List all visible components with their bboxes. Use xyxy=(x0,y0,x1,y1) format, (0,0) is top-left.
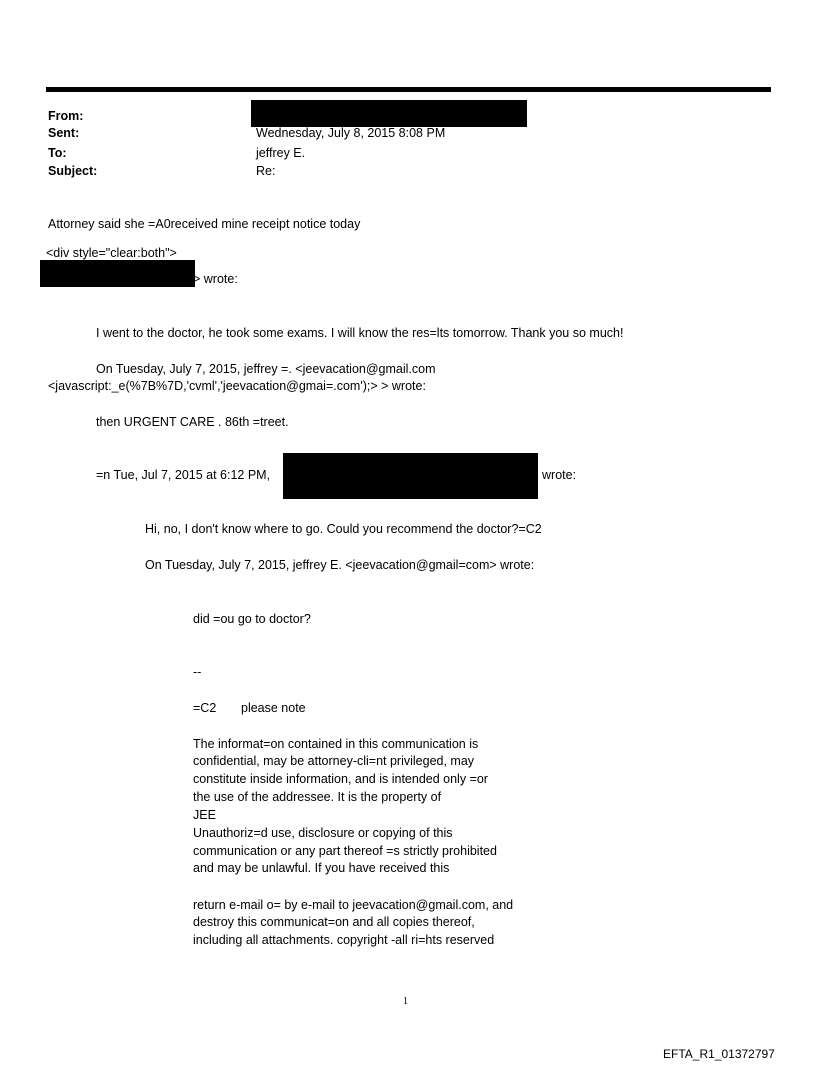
please-note: please note xyxy=(241,701,306,715)
notice-line: Unauthoriz=d use, disclosure or copying of this xyxy=(193,826,453,840)
wrote-line-2: wrote: xyxy=(542,468,577,482)
clipped-html-line: <div style="clear:both"> xyxy=(46,246,177,260)
attorney-line: Attorney said she =A0received mine receipt notice today xyxy=(48,217,361,231)
quote-header-1b: <javascript:_e(%7B%7D,'cvml','jeevacation@gmai=.com');> > wrote: xyxy=(48,379,426,393)
page-number: 1 xyxy=(403,996,408,1007)
quote-header-3: On Tuesday, July 7, 2015, jeffrey E. <jeevacation@gmail=com> wrote: xyxy=(145,558,535,572)
notice-line: The informat=on contained in this communication is xyxy=(193,737,479,751)
redacted-sender xyxy=(251,100,527,127)
subject-value: Re: xyxy=(256,164,276,178)
redacted-name-1 xyxy=(40,260,195,287)
wrote-line-1: > wrote: xyxy=(193,272,238,286)
notice-line: communication or any part thereof =s strictly prohibited xyxy=(193,844,497,858)
notice-line: destroy this communicat=on and all copies thereof, xyxy=(193,915,475,929)
signature-dashes: -- xyxy=(193,665,202,679)
redacted-name-2 xyxy=(283,453,538,499)
to-label: To: xyxy=(48,146,67,160)
urgent-care-line: then URGENT CARE . 86th =treet. xyxy=(96,415,289,429)
notice-line: confidential, may be attorney-cli=nt privileged, may xyxy=(193,754,475,768)
sent-value: Wednesday, July 8, 2015 8:08 PM xyxy=(256,126,446,140)
quote-header-1a: On Tuesday, July 7, 2015, jeffrey =. <jeevacation@gmail.com xyxy=(96,362,436,376)
notice-line: the use of the addressee. It is the property of xyxy=(193,790,442,804)
did-you-line: did =ou go to doctor? xyxy=(193,612,311,626)
from-label: From: xyxy=(48,109,84,123)
notice-line: JEE xyxy=(193,808,216,822)
subject-label: Subject: xyxy=(48,164,98,178)
notice-line: and may be unlawful. If you have received this xyxy=(193,861,450,875)
c2-code: =C2 xyxy=(193,701,217,715)
document-id-footer: EFTA_R1_01372797 xyxy=(663,1047,775,1061)
notice-line: including all attachments. copyright -all ri=hts reserved xyxy=(193,933,495,947)
doctor-paragraph: I went to the doctor, he took some exams. I will know the res=lts tomorrow. Thank you so much! xyxy=(96,326,624,340)
sent-label: Sent: xyxy=(48,126,80,140)
notice-line: return e-mail o= by e-mail to jeevacation@gmail.com, and xyxy=(193,898,514,912)
quote-header-2: =n Tue, Jul 7, 2015 at 6:12 PM, xyxy=(96,468,271,482)
hi-no-line: Hi, no, I don't know where to go. Could you recommend the doctor?=C2 xyxy=(145,522,542,536)
to-value: jeffrey E. xyxy=(256,146,306,160)
notice-line: constitute inside information, and is intended only =or xyxy=(193,772,488,786)
header-rule xyxy=(46,87,771,92)
